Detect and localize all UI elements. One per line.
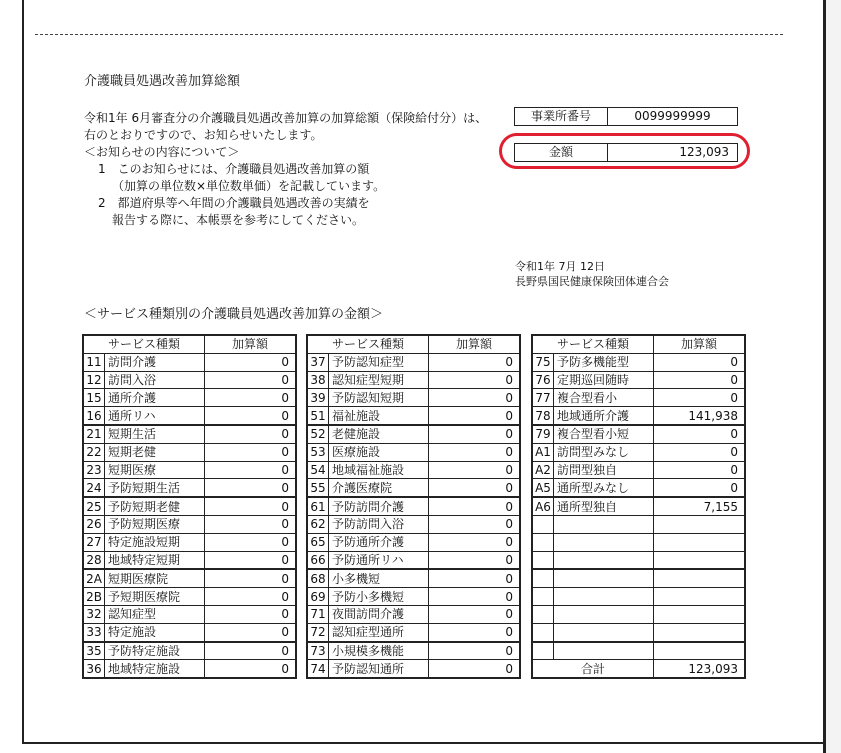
service-code: 38 xyxy=(307,371,329,389)
service-code xyxy=(532,569,554,587)
service-amount: 0 xyxy=(205,371,297,389)
service-amount xyxy=(654,533,746,551)
service-code: 33 xyxy=(83,623,105,641)
table-row xyxy=(307,623,520,641)
table-row xyxy=(532,551,745,569)
service-name: 定期巡回随時 xyxy=(554,371,654,389)
table-row xyxy=(83,479,296,497)
perforation-line xyxy=(35,34,783,35)
service-name: 地域特定施設 xyxy=(105,660,205,678)
service-name: 通所型みなし xyxy=(554,479,654,497)
page-border-left xyxy=(22,0,24,744)
table-row xyxy=(307,425,520,443)
service-amount: 0 xyxy=(205,461,297,479)
table-row xyxy=(532,461,745,479)
office-number-value: 0099999999 xyxy=(634,109,711,123)
service-code: 79 xyxy=(532,425,554,443)
table-row xyxy=(307,660,520,678)
amount-header: 加算額 xyxy=(205,335,297,353)
table-row xyxy=(83,551,296,569)
issuer-name: 長野県国民健康保険団体連合会 xyxy=(515,275,669,288)
table-row xyxy=(83,353,296,371)
service-amount: 0 xyxy=(205,660,297,678)
service-code: 37 xyxy=(307,353,329,371)
service-name: 地域特定短期 xyxy=(105,551,205,569)
table-row xyxy=(307,605,520,623)
service-name: 小規模多機能 xyxy=(329,642,429,660)
service-amount: 0 xyxy=(429,389,521,407)
table-row xyxy=(307,588,520,606)
service-name: 予防小多機短 xyxy=(329,588,429,606)
service-name xyxy=(554,533,654,551)
service-amount: 0 xyxy=(654,389,746,407)
service-name: 複合型看小短 xyxy=(554,425,654,443)
service-name xyxy=(554,515,654,533)
service-code xyxy=(532,515,554,533)
service-name: 予防訪問介護 xyxy=(329,497,429,515)
service-table-1 xyxy=(82,334,297,679)
service-amount xyxy=(654,515,746,533)
service-code xyxy=(532,588,554,606)
service-code: 21 xyxy=(83,425,105,443)
service-amount: 0 xyxy=(429,353,521,371)
service-name: 認知症型通所 xyxy=(329,623,429,641)
intro-line: 1 このお知らせには、介護職員処遇改善加算の額 xyxy=(98,162,370,176)
table-row xyxy=(532,443,745,461)
service-code: 52 xyxy=(307,425,329,443)
service-code: 27 xyxy=(83,533,105,551)
table-row xyxy=(83,569,296,587)
service-amount: 0 xyxy=(429,588,521,606)
service-amount: 0 xyxy=(205,389,297,407)
service-amount: 0 xyxy=(205,569,297,587)
service-amount: 0 xyxy=(654,479,746,497)
service-name xyxy=(554,551,654,569)
service-name: 予防通所リハ xyxy=(329,551,429,569)
table-row xyxy=(83,407,296,425)
service-code: 25 xyxy=(83,497,105,515)
service-code xyxy=(532,623,554,641)
table-row xyxy=(307,461,520,479)
service-code: 26 xyxy=(83,515,105,533)
section-title: ＜サービス種類別の介護職員処遇改善加算の金額＞ xyxy=(84,307,384,322)
service-amount: 141,938 xyxy=(654,407,746,425)
service-name xyxy=(554,569,654,587)
table-row xyxy=(532,425,745,443)
service-amount: 0 xyxy=(654,353,746,371)
service-name: 認知症型 xyxy=(105,605,205,623)
service-name: 小多機短 xyxy=(329,569,429,587)
service-code: 15 xyxy=(83,389,105,407)
service-name: 介護医療院 xyxy=(329,479,429,497)
document-title: 介護職員処遇改善加算総額 xyxy=(84,74,241,89)
service-code: 62 xyxy=(307,515,329,533)
issue-date: 令和1年 7月 12日 xyxy=(515,260,605,273)
table-row xyxy=(307,551,520,569)
service-name: 特定施設 xyxy=(105,623,205,641)
service-name: 短期老健 xyxy=(105,443,205,461)
service-amount xyxy=(654,569,746,587)
table-row xyxy=(532,479,745,497)
office-number-box xyxy=(514,107,738,126)
office-number-label: 事業所番号 xyxy=(515,108,608,125)
service-name: 予防認知短期 xyxy=(329,389,429,407)
service-code: 71 xyxy=(307,605,329,623)
service-name: 通所リハ xyxy=(105,407,205,425)
service-name: 予防短期医療 xyxy=(105,515,205,533)
table-row xyxy=(83,443,296,461)
service-code: 76 xyxy=(532,371,554,389)
service-amount: 0 xyxy=(205,353,297,371)
table-row xyxy=(532,569,745,587)
service-header: サービス種類 xyxy=(532,335,654,353)
total-value: 123,093 xyxy=(654,660,746,678)
table-row xyxy=(83,588,296,606)
service-code: 12 xyxy=(83,371,105,389)
service-code: A6 xyxy=(532,497,554,515)
service-amount: 0 xyxy=(205,443,297,461)
service-amount: 7,155 xyxy=(654,497,746,515)
table-row xyxy=(83,605,296,623)
service-amount: 0 xyxy=(429,551,521,569)
service-code: 2A xyxy=(83,569,105,587)
service-name xyxy=(554,605,654,623)
service-code: A1 xyxy=(532,443,554,461)
service-amount: 0 xyxy=(654,443,746,461)
service-name: 訪問入浴 xyxy=(105,371,205,389)
service-name xyxy=(554,588,654,606)
table-row xyxy=(83,497,296,515)
service-name: 予短期医療院 xyxy=(105,588,205,606)
service-amount: 0 xyxy=(429,425,521,443)
service-code: 28 xyxy=(83,551,105,569)
service-name: 短期医療院 xyxy=(105,569,205,587)
service-amount xyxy=(654,588,746,606)
table-row xyxy=(532,353,745,371)
service-name: 予防認知通所 xyxy=(329,660,429,678)
service-amount: 0 xyxy=(429,371,521,389)
table-row xyxy=(532,515,745,533)
service-name: 予防多機能型 xyxy=(554,353,654,371)
intro-line: ＜お知らせの内容について＞ xyxy=(84,145,240,159)
service-code: A5 xyxy=(532,479,554,497)
service-code: A2 xyxy=(532,461,554,479)
service-code: 36 xyxy=(83,660,105,678)
table-row xyxy=(83,389,296,407)
service-name: 複合型看小 xyxy=(554,389,654,407)
service-code xyxy=(532,642,554,660)
table-row xyxy=(307,642,520,660)
service-amount: 0 xyxy=(205,497,297,515)
service-code: 68 xyxy=(307,569,329,587)
service-code: 2B xyxy=(83,588,105,606)
service-name: 老健施設 xyxy=(329,425,429,443)
service-name: 通所介護 xyxy=(105,389,205,407)
table-row xyxy=(83,425,296,443)
service-code: 11 xyxy=(83,353,105,371)
service-amount: 0 xyxy=(205,642,297,660)
intro-line: （加算の単位数×単位数単価）を記載しています。 xyxy=(112,179,386,193)
service-code: 65 xyxy=(307,533,329,551)
service-name: 訪問介護 xyxy=(105,353,205,371)
service-code: 73 xyxy=(307,642,329,660)
service-amount: 0 xyxy=(429,660,521,678)
service-amount: 0 xyxy=(205,407,297,425)
service-name: 予防訪問入浴 xyxy=(329,515,429,533)
table-row xyxy=(307,371,520,389)
service-name: 予防短期生活 xyxy=(105,479,205,497)
total-label: 合計 xyxy=(532,660,654,678)
service-code: 77 xyxy=(532,389,554,407)
service-amount: 0 xyxy=(429,605,521,623)
service-amount: 0 xyxy=(429,515,521,533)
service-name: 短期医療 xyxy=(105,461,205,479)
amount-label: 金額 xyxy=(515,144,608,161)
service-name: 予防通所介護 xyxy=(329,533,429,551)
service-amount xyxy=(654,605,746,623)
service-name: 地域福祉施設 xyxy=(329,461,429,479)
service-name: 特定施設短期 xyxy=(105,533,205,551)
service-code: 32 xyxy=(83,605,105,623)
service-name: 予防認知症型 xyxy=(329,353,429,371)
service-code xyxy=(532,605,554,623)
table-row xyxy=(83,461,296,479)
table-row xyxy=(532,371,745,389)
service-amount xyxy=(654,551,746,569)
service-amount: 0 xyxy=(205,533,297,551)
service-code: 35 xyxy=(83,642,105,660)
service-amount: 0 xyxy=(429,569,521,587)
table-row xyxy=(83,533,296,551)
service-name: 通所型独自 xyxy=(554,497,654,515)
intro-line: 2 都道府県等へ年間の介護職員処遇改善の実績を xyxy=(98,196,370,210)
service-name: 予防特定施設 xyxy=(105,642,205,660)
intro-line: 令和1年 6月審査分の介護職員処遇改善加算の加算総額（保険給付分）は、 xyxy=(84,111,488,125)
table-row xyxy=(532,533,745,551)
service-amount: 0 xyxy=(429,642,521,660)
table-row xyxy=(83,642,296,660)
service-amount: 0 xyxy=(205,623,297,641)
service-name: 福祉施設 xyxy=(329,407,429,425)
service-code: 66 xyxy=(307,551,329,569)
service-amount: 0 xyxy=(429,461,521,479)
page-border-right xyxy=(823,0,826,753)
service-code: 39 xyxy=(307,389,329,407)
service-code: 74 xyxy=(307,660,329,678)
service-code: 24 xyxy=(83,479,105,497)
highlight-circle xyxy=(499,133,750,169)
service-name: 予防短期老健 xyxy=(105,497,205,515)
service-code: 72 xyxy=(307,623,329,641)
service-name xyxy=(554,642,654,660)
amount-header: 加算額 xyxy=(654,335,746,353)
service-amount: 0 xyxy=(429,443,521,461)
service-code: 51 xyxy=(307,407,329,425)
table-row xyxy=(307,389,520,407)
service-table-2 xyxy=(306,334,521,679)
intro-text xyxy=(84,110,487,229)
service-code: 69 xyxy=(307,588,329,606)
service-header: サービス種類 xyxy=(307,335,429,353)
window-shadow xyxy=(826,0,841,753)
service-code xyxy=(532,533,554,551)
table-row xyxy=(532,642,745,660)
service-amount: 0 xyxy=(205,515,297,533)
service-code: 75 xyxy=(532,353,554,371)
table-row xyxy=(307,497,520,515)
table-row xyxy=(532,623,745,641)
service-code: 54 xyxy=(307,461,329,479)
table-row xyxy=(83,660,296,678)
amount-header: 加算額 xyxy=(429,335,521,353)
service-amount: 0 xyxy=(654,371,746,389)
service-amount: 0 xyxy=(429,533,521,551)
amount-value: 123,093 xyxy=(679,145,729,159)
table-row xyxy=(532,407,745,425)
service-amount: 0 xyxy=(429,623,521,641)
service-amount: 0 xyxy=(205,588,297,606)
service-code: 23 xyxy=(83,461,105,479)
service-header: サービス種類 xyxy=(83,335,205,353)
intro-line: 右のとおりですので、お知らせいたします。 xyxy=(84,128,323,142)
service-amount: 0 xyxy=(429,497,521,515)
table-row xyxy=(307,533,520,551)
service-amount: 0 xyxy=(205,425,297,443)
service-code: 61 xyxy=(307,497,329,515)
service-amount: 0 xyxy=(654,461,746,479)
service-amount: 0 xyxy=(429,407,521,425)
service-name: 訪問型みなし xyxy=(554,443,654,461)
service-code: 78 xyxy=(532,407,554,425)
table-row xyxy=(83,371,296,389)
table-row xyxy=(307,479,520,497)
table-row xyxy=(532,588,745,606)
service-name: 医療施設 xyxy=(329,443,429,461)
table-row xyxy=(83,515,296,533)
service-table-3 xyxy=(531,334,746,679)
service-amount xyxy=(654,642,746,660)
table-row xyxy=(307,443,520,461)
service-amount: 0 xyxy=(205,551,297,569)
service-name xyxy=(554,623,654,641)
intro-line: 報告する際に、本帳票を参考にしてください。 xyxy=(112,213,365,227)
service-amount: 0 xyxy=(205,605,297,623)
service-name: 短期生活 xyxy=(105,425,205,443)
service-name: 夜間訪問介護 xyxy=(329,605,429,623)
service-amount xyxy=(654,623,746,641)
table-row xyxy=(307,407,520,425)
table-row xyxy=(307,353,520,371)
table-row xyxy=(307,569,520,587)
page-border-bottom xyxy=(22,742,826,744)
service-amount: 0 xyxy=(205,479,297,497)
service-name: 地域通所介護 xyxy=(554,407,654,425)
service-code: 55 xyxy=(307,479,329,497)
table-row xyxy=(83,623,296,641)
service-name: 認知症型短期 xyxy=(329,371,429,389)
service-code: 22 xyxy=(83,443,105,461)
service-name: 訪問型独自 xyxy=(554,461,654,479)
issue-info xyxy=(515,259,669,289)
table-row xyxy=(532,389,745,407)
service-code: 53 xyxy=(307,443,329,461)
table-row xyxy=(307,515,520,533)
service-amount: 0 xyxy=(429,479,521,497)
service-code: 16 xyxy=(83,407,105,425)
table-row xyxy=(532,605,745,623)
service-amount: 0 xyxy=(654,425,746,443)
table-row xyxy=(532,497,745,515)
service-code xyxy=(532,551,554,569)
